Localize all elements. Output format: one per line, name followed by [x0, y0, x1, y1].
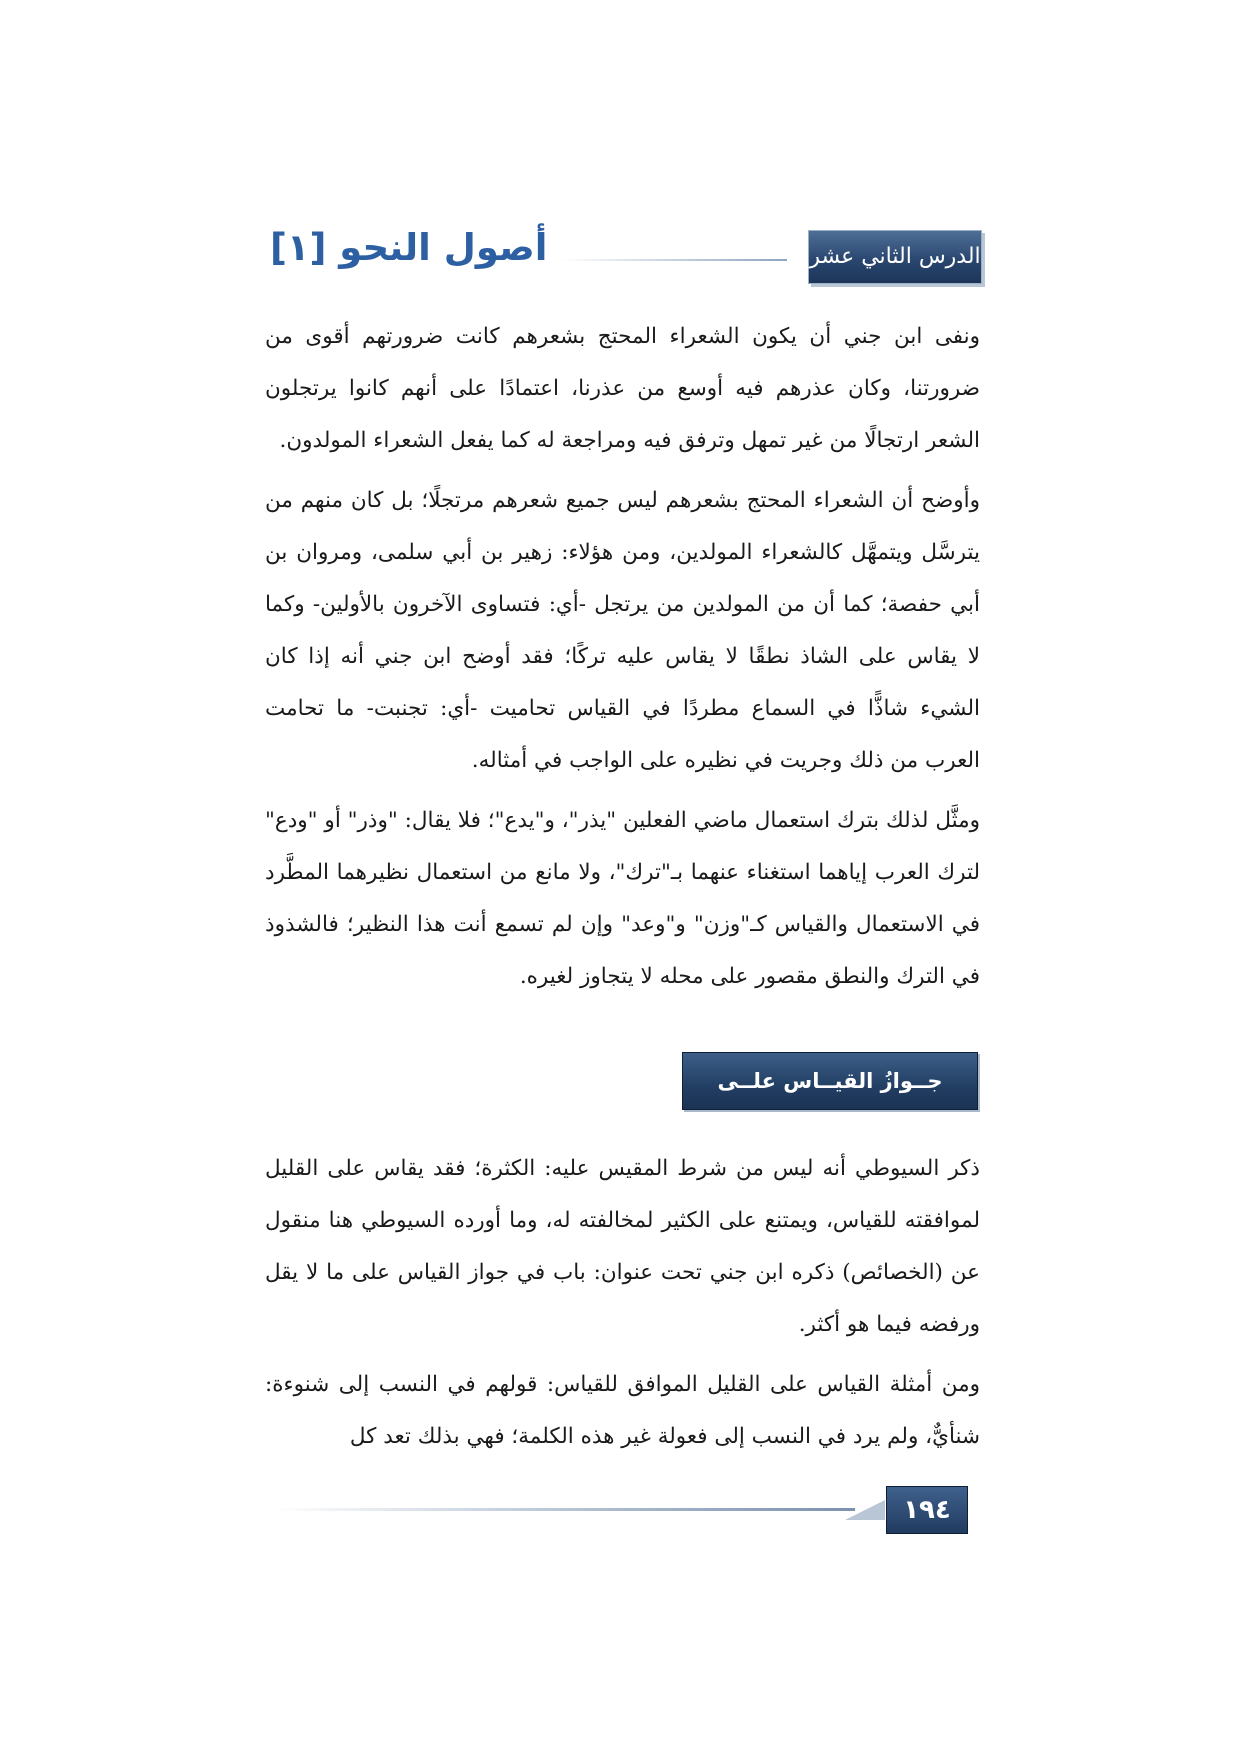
page-number: ١٩٤	[886, 1486, 968, 1534]
footer-wedge	[845, 1500, 885, 1520]
paragraph: ومن أمثلة القياس على القليل الموافق للقياس: قولهم في النسب إلى شنوءة: شنأيٌّ، ولم يرد في النسب إلى فعولة غير هذه الكلمة؛ فهي بذلك تعد كل	[265, 1372, 980, 1449]
paragraph: وأوضح أن الشعراء المحتج بشعرهم ليس جميع شعرهم مرتجلًا؛ بل كان منهم من يترسَّل ويتمهَّل كالشعراء المولدين، ومن هؤلاء: زهير بن أبي سلمى، ومروان بن أبي حفصة؛ كما أن من المولدين من يرتجل -أي: فتساوى الآخرون بالأولين- وكما لا يقاس على الشاذ نطقًا لا يقاس عليه تركًا؛ فقد أوضح ابن جني أنه إذا كان الشيء شاذًّا في السماع مطردًا في القياس تحاميت -أي: تجنبت- ما تحامت العرب من ذلك وجريت في نظيره على الواجب في أمثاله.	[265, 488, 980, 773]
section-heading: جــوازُ القيــاس علــى القليــل	[682, 1052, 978, 1110]
paragraph: ذكر السيوطي أنه ليس من شرط المقيس عليه: الكثرة؛ فقد يقاس على القليل لموافقته للقياس، ويمتنع على الكثير لمخالفته له، وما أورده السيوطي هنا منقول عن (الخصائص) ذكره ابن جني تحت عنوان: باب في جواز القياس على ما لا يقل ورفضه فيما هو أكثر.	[265, 1156, 980, 1337]
page-header	[270, 226, 982, 290]
body-text-top	[265, 311, 980, 1011]
lesson-label: الدرس الثاني عشر	[808, 230, 982, 284]
footer-divider	[275, 1508, 855, 1511]
paragraph: ومثَّل لذلك بترك استعمال ماضي الفعلين "يذر"، و"يدع"؛ فلا يقال: "وذر" أو "ودع" لترك العرب إياهما استغناء عنهما بـ"ترك"، ولا مانع من استعمال نظيرهما المطَّرد في الاستعمال والقياس كـ"وزن" و"وعد" وإن لم تسمع أنت هذا النظير؛ فالشذوذ في الترك والنطق مقصور على محله لا يتجاوز لغيره.	[265, 808, 980, 989]
body-text-bottom	[265, 1143, 980, 1471]
paragraph: ونفى ابن جني أن يكون الشعراء المحتج بشعرهم كانت ضرورتهم أقوى من ضرورتنا، وكان عذرهم فيه أوسع من عذرنا، اعتمادًا على أنهم كانوا يرتجلون الشعر ارتجالًا من غير تمهل وترفق فيه ومراجعة له كما يفعل الشعراء المولدون.	[265, 324, 980, 453]
header-divider	[560, 259, 787, 261]
book-title: أصول النحو [١]	[270, 226, 548, 269]
